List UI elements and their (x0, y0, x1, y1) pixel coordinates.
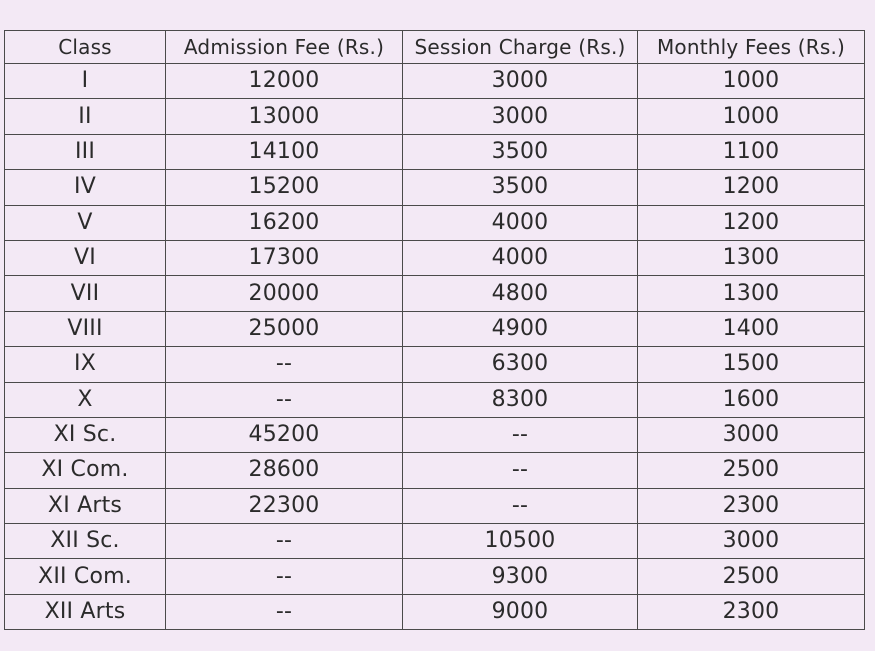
table-row (5, 488, 865, 523)
cell-class: III (5, 134, 166, 169)
cell-monthly-fees: 1600 (638, 382, 865, 417)
table-row (5, 205, 865, 240)
cell-monthly-fees: 1500 (638, 347, 865, 382)
cell-class: XI Sc. (5, 417, 166, 452)
cell-session-charge: 3000 (403, 99, 638, 134)
cell-admission-fee: 25000 (166, 311, 403, 346)
cell-admission-fee: 16200 (166, 205, 403, 240)
table-row (5, 594, 865, 629)
cell-session-charge: -- (403, 453, 638, 488)
cell-admission-fee: -- (166, 382, 403, 417)
cell-class: VI (5, 240, 166, 275)
cell-session-charge: 9000 (403, 594, 638, 629)
cell-monthly-fees: 1300 (638, 276, 865, 311)
table-row (5, 382, 865, 417)
cell-class: XII Sc. (5, 524, 166, 559)
cell-class: XII Com. (5, 559, 166, 594)
table-row (5, 240, 865, 275)
cell-admission-fee: -- (166, 524, 403, 559)
table-row (5, 559, 865, 594)
cell-admission-fee: 22300 (166, 488, 403, 523)
table-row (5, 311, 865, 346)
cell-class: V (5, 205, 166, 240)
cell-admission-fee: 28600 (166, 453, 403, 488)
cell-session-charge: 4000 (403, 240, 638, 275)
table-row (5, 453, 865, 488)
cell-monthly-fees: 1100 (638, 134, 865, 169)
cell-admission-fee: 15200 (166, 170, 403, 205)
table-row (5, 170, 865, 205)
table-body (5, 64, 865, 630)
cell-session-charge: 3500 (403, 134, 638, 169)
cell-monthly-fees: 1200 (638, 170, 865, 205)
cell-monthly-fees: 2300 (638, 594, 865, 629)
cell-monthly-fees: 1000 (638, 99, 865, 134)
cell-monthly-fees: 2500 (638, 559, 865, 594)
header-session-charge: Session Charge (Rs.) (403, 31, 638, 64)
cell-class: XII Arts (5, 594, 166, 629)
cell-admission-fee: 12000 (166, 64, 403, 99)
cell-monthly-fees: 2500 (638, 453, 865, 488)
table-row (5, 276, 865, 311)
cell-session-charge: 10500 (403, 524, 638, 559)
cell-monthly-fees: 3000 (638, 417, 865, 452)
cell-session-charge: 9300 (403, 559, 638, 594)
cell-class: VIII (5, 311, 166, 346)
cell-admission-fee: -- (166, 594, 403, 629)
table-row (5, 99, 865, 134)
header-class: Class (5, 31, 166, 64)
cell-monthly-fees: 2300 (638, 488, 865, 523)
cell-admission-fee: 45200 (166, 417, 403, 452)
table-row (5, 417, 865, 452)
cell-monthly-fees: 1400 (638, 311, 865, 346)
cell-admission-fee: 20000 (166, 276, 403, 311)
cell-class: VII (5, 276, 166, 311)
table-row (5, 64, 865, 99)
cell-class: I (5, 64, 166, 99)
cell-session-charge: 3000 (403, 64, 638, 99)
cell-admission-fee: 17300 (166, 240, 403, 275)
cell-session-charge: 8300 (403, 382, 638, 417)
cell-session-charge: 4000 (403, 205, 638, 240)
cell-session-charge: -- (403, 417, 638, 452)
cell-admission-fee: 14100 (166, 134, 403, 169)
cell-admission-fee: 13000 (166, 99, 403, 134)
cell-monthly-fees: 1200 (638, 205, 865, 240)
cell-class: X (5, 382, 166, 417)
fee-structure-table (4, 30, 865, 630)
table-row (5, 134, 865, 169)
cell-session-charge: -- (403, 488, 638, 523)
table-row (5, 347, 865, 382)
header-admission-fee: Admission Fee (Rs.) (166, 31, 403, 64)
cell-session-charge: 4800 (403, 276, 638, 311)
table-header-row (5, 31, 865, 64)
cell-monthly-fees: 1000 (638, 64, 865, 99)
cell-class: II (5, 99, 166, 134)
cell-session-charge: 6300 (403, 347, 638, 382)
table-row (5, 524, 865, 559)
cell-class: IV (5, 170, 166, 205)
cell-monthly-fees: 3000 (638, 524, 865, 559)
cell-session-charge: 3500 (403, 170, 638, 205)
cell-session-charge: 4900 (403, 311, 638, 346)
cell-monthly-fees: 1300 (638, 240, 865, 275)
header-monthly-fees: Monthly Fees (Rs.) (638, 31, 865, 64)
cell-admission-fee: -- (166, 559, 403, 594)
cell-class: XI Arts (5, 488, 166, 523)
cell-admission-fee: -- (166, 347, 403, 382)
cell-class: IX (5, 347, 166, 382)
cell-class: XI Com. (5, 453, 166, 488)
